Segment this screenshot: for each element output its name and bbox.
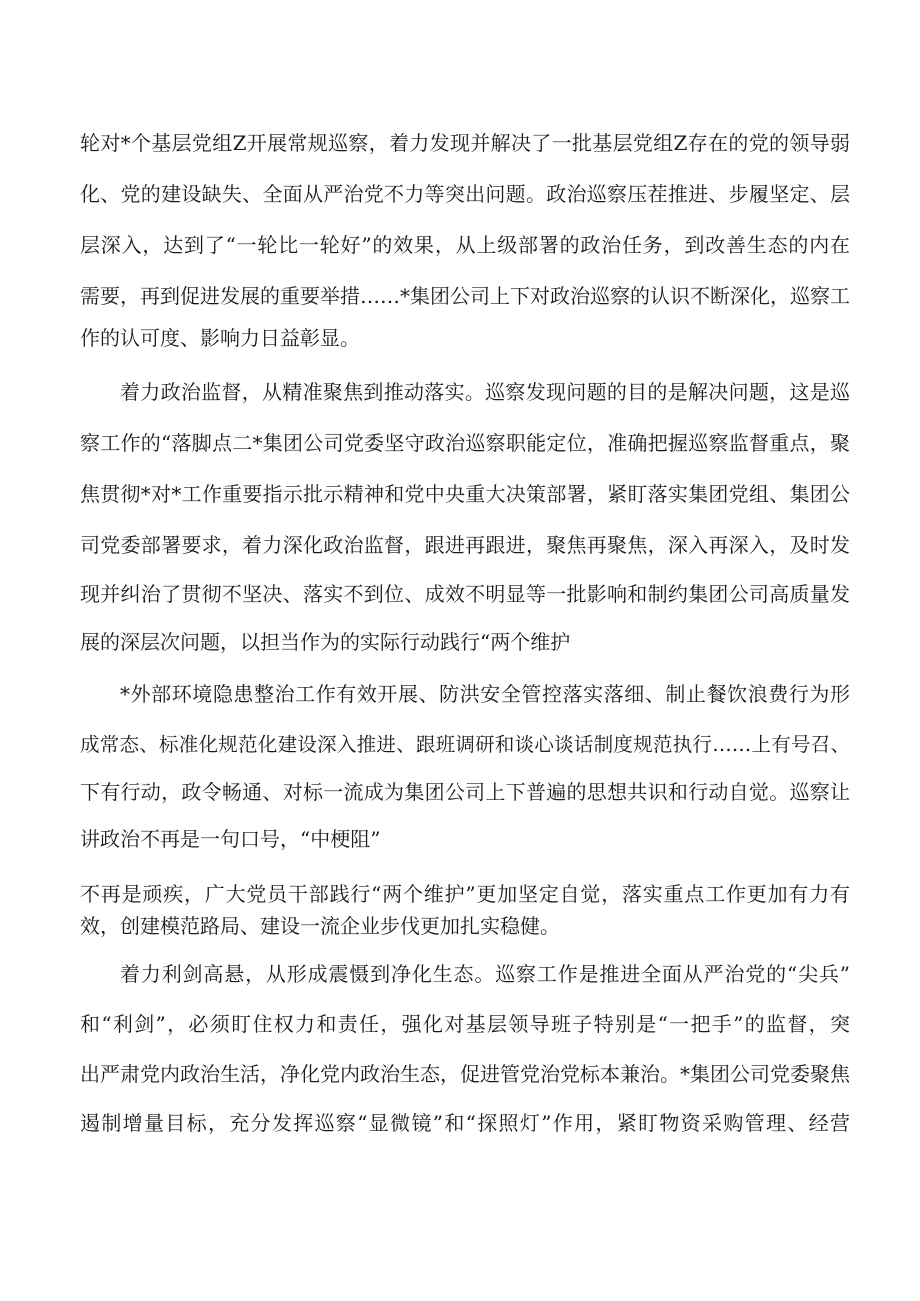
paragraph-2-line-2: 察工作的“落脚点二*集团公司党委坚守政治巡察职能定位，准确把握巡察监督重点，聚 bbox=[80, 431, 850, 455]
paragraph-2-line-6: 展的深层次问题，以担当作为的实际行动践行“两个维护 bbox=[80, 630, 571, 654]
paragraph-1-line-2: 化、党的建设缺失、全面从严治党不力等突出问题。政治巡察压茬推进、步履坚定、层 bbox=[80, 182, 850, 206]
paragraph-5-line-2: 和“利剑”，必须盯住权力和责任，强化对基层领导班子特别是“一把手”的监督，突 bbox=[80, 1012, 850, 1036]
paragraph-5-line-4: 遏制增量目标，充分发挥巡察“显微镜”和“探照灯”作用，紧盯物资采购管理、经营 bbox=[80, 1111, 850, 1135]
paragraph-3-line-4: 讲政治不再是一句口号，“中梗阻” bbox=[80, 827, 381, 851]
paragraph-5-line-1: 着力利剑高悬，从形成震慑到净化生态。巡察工作是推进全面从严治党的“尖兵” bbox=[120, 962, 850, 986]
paragraph-4-line-1: 不再是顽疾，广大党员干部践行“两个维护”更加坚定自觉，落实重点工作更加有力有 bbox=[80, 882, 850, 906]
paragraph-2-line-3: 焦贯彻*对*工作重要指示批示精神和党中央重大决策部署，紧盯落实集团党组、集团公 bbox=[80, 482, 850, 506]
paragraph-3-line-1: *外部环境隐患整治工作有效开展、防洪安全管控落实落细、制止餐饮浪费行为形 bbox=[120, 682, 850, 706]
paragraph-2-line-4: 司党委部署要求，着力深化政治监督，跟进再跟进，聚焦再聚焦，深入再深入，及时发 bbox=[80, 533, 850, 557]
paragraph-1-line-4: 需要，再到促进发展的重要举措……*集团公司上下对政治巡察的认识不断深化，巡察工 bbox=[80, 284, 850, 308]
paragraph-5-line-3: 出严肃党内政治生活，净化党内政治生态，促进管党治党标本兼治。*集团公司党委聚焦 bbox=[80, 1062, 850, 1086]
paragraph-3-line-2: 成常态、标准化规范化建设深入推进、跟班调研和谈心谈话制度规范执行……上有号召、 bbox=[80, 733, 850, 756]
paragraph-3-line-3: 下有行动，政令畅通、对标一流成为集团公司上下普遍的思想共识和行动自觉。巡察让 bbox=[80, 780, 850, 804]
paragraph-2-line-1: 着力政治监督，从精准聚焦到推动落实。巡察发现问题的目的是解决问题，这是巡 bbox=[120, 380, 850, 404]
paragraph-1-line-3: 层深入，达到了“一轮比一轮好”的效果，从上级部署的政治任务，到改善生态的内在 bbox=[80, 233, 850, 257]
paragraph-1-line-5: 作的认可度、影响力日益彰显。 bbox=[80, 326, 360, 350]
paragraph-2-line-5: 现并纠治了贯彻不坚决、落实不到位、成效不明显等一批影响和制约集团公司高质量发 bbox=[80, 582, 850, 606]
paragraph-4-line-2: 效，创建模范路局、建设一流企业步伐更加扎实稳健。 bbox=[80, 914, 560, 938]
paragraph-1-line-1: 轮对*个基层党组Z开展常规巡察，着力发现并解决了一批基层党组Z存在的党的领导弱 bbox=[80, 131, 850, 155]
